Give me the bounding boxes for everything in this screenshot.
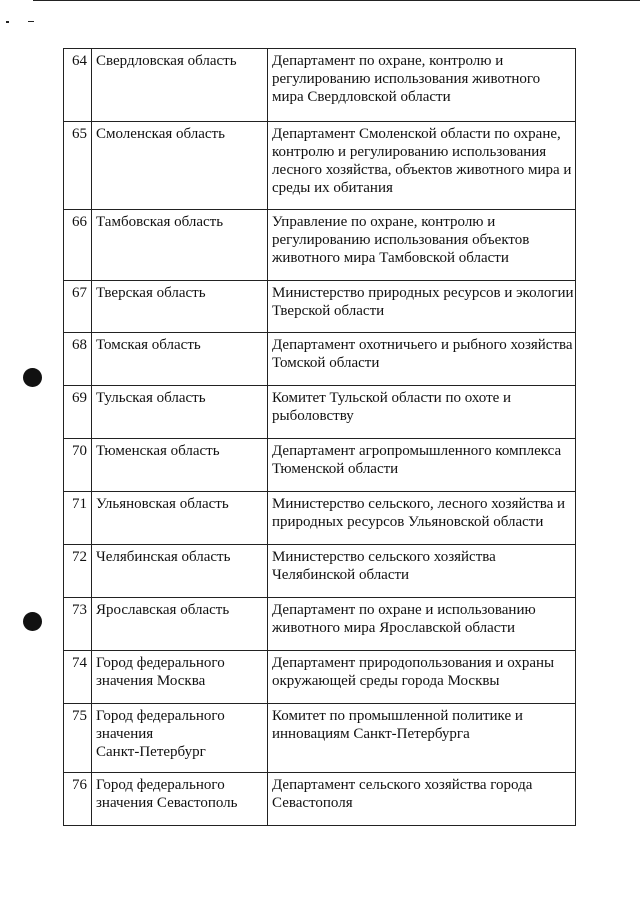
row-number: 69 — [64, 386, 92, 439]
region-name: Город федерального значения Москва — [92, 651, 268, 704]
region-name: Город федерального значения Санкт-Петербург — [92, 704, 268, 773]
row-number: 71 — [64, 492, 92, 545]
region-name: Свердловская область — [92, 49, 268, 122]
table-row — [64, 492, 576, 545]
scan-artifact-mark — [6, 21, 9, 23]
agency-name: Департамент природопользования и охраны окружающей среды города Москвы — [268, 651, 576, 704]
table-row — [64, 651, 576, 704]
row-number: 72 — [64, 545, 92, 598]
table-row — [64, 386, 576, 439]
agency-name: Департамент агропромышленного комплекса Тюменской области — [268, 439, 576, 492]
agency-name: Министерство природных ресурсов и экологии Тверской области — [268, 281, 576, 333]
table-row — [64, 49, 576, 122]
agency-name: Управление по охране, контролю и регулированию использования объектов животного мира Тамбовской области — [268, 210, 576, 281]
table-row — [64, 333, 576, 386]
region-name: Город федерального значения Севастополь — [92, 773, 268, 826]
row-number: 76 — [64, 773, 92, 826]
region-name: Тульская область — [92, 386, 268, 439]
row-number: 65 — [64, 122, 92, 210]
region-name: Тверская область — [92, 281, 268, 333]
table-row — [64, 439, 576, 492]
agency-name: Департамент сельского хозяйства города Севастополя — [268, 773, 576, 826]
regions-table — [63, 48, 576, 826]
table-row — [64, 773, 576, 826]
region-name: Томская область — [92, 333, 268, 386]
row-number: 74 — [64, 651, 92, 704]
row-number: 66 — [64, 210, 92, 281]
agency-name: Департамент по охране, контролю и регулированию использования животного мира Свердловской области — [268, 49, 576, 122]
region-name: Ярославская область — [92, 598, 268, 651]
agency-name: Комитет по промышленной политике и инновациям Санкт-Петербурга — [268, 704, 576, 773]
table-row — [64, 281, 576, 333]
agency-name: Министерство сельского хозяйства Челябинской области — [268, 545, 576, 598]
table-row — [64, 704, 576, 773]
region-name: Челябинская область — [92, 545, 268, 598]
punch-hole-icon — [23, 368, 42, 387]
row-number: 64 — [64, 49, 92, 122]
row-number: 70 — [64, 439, 92, 492]
punch-hole-icon — [23, 612, 42, 631]
agency-name: Комитет Тульской области по охоте и рыболовству — [268, 386, 576, 439]
table-row — [64, 545, 576, 598]
row-number: 68 — [64, 333, 92, 386]
scan-top-border — [33, 0, 640, 1]
row-number: 67 — [64, 281, 92, 333]
table-row — [64, 598, 576, 651]
scan-artifact-mark — [28, 21, 34, 22]
region-name: Ульяновская область — [92, 492, 268, 545]
agency-name: Департамент по охране и использованию животного мира Ярославской области — [268, 598, 576, 651]
agency-name: Министерство сельского, лесного хозяйства и природных ресурсов Ульяновской области — [268, 492, 576, 545]
region-name: Смоленская область — [92, 122, 268, 210]
row-number: 75 — [64, 704, 92, 773]
agency-name: Департамент Смоленской области по охране, контролю и регулированию использования лесного хозяйства, объектов животного мира и среды их обитания — [268, 122, 576, 210]
table-row — [64, 210, 576, 281]
table-row — [64, 122, 576, 210]
row-number: 73 — [64, 598, 92, 651]
region-name: Тамбовская область — [92, 210, 268, 281]
agency-name: Департамент охотничьего и рыбного хозяйства Томской области — [268, 333, 576, 386]
region-name: Тюменская область — [92, 439, 268, 492]
